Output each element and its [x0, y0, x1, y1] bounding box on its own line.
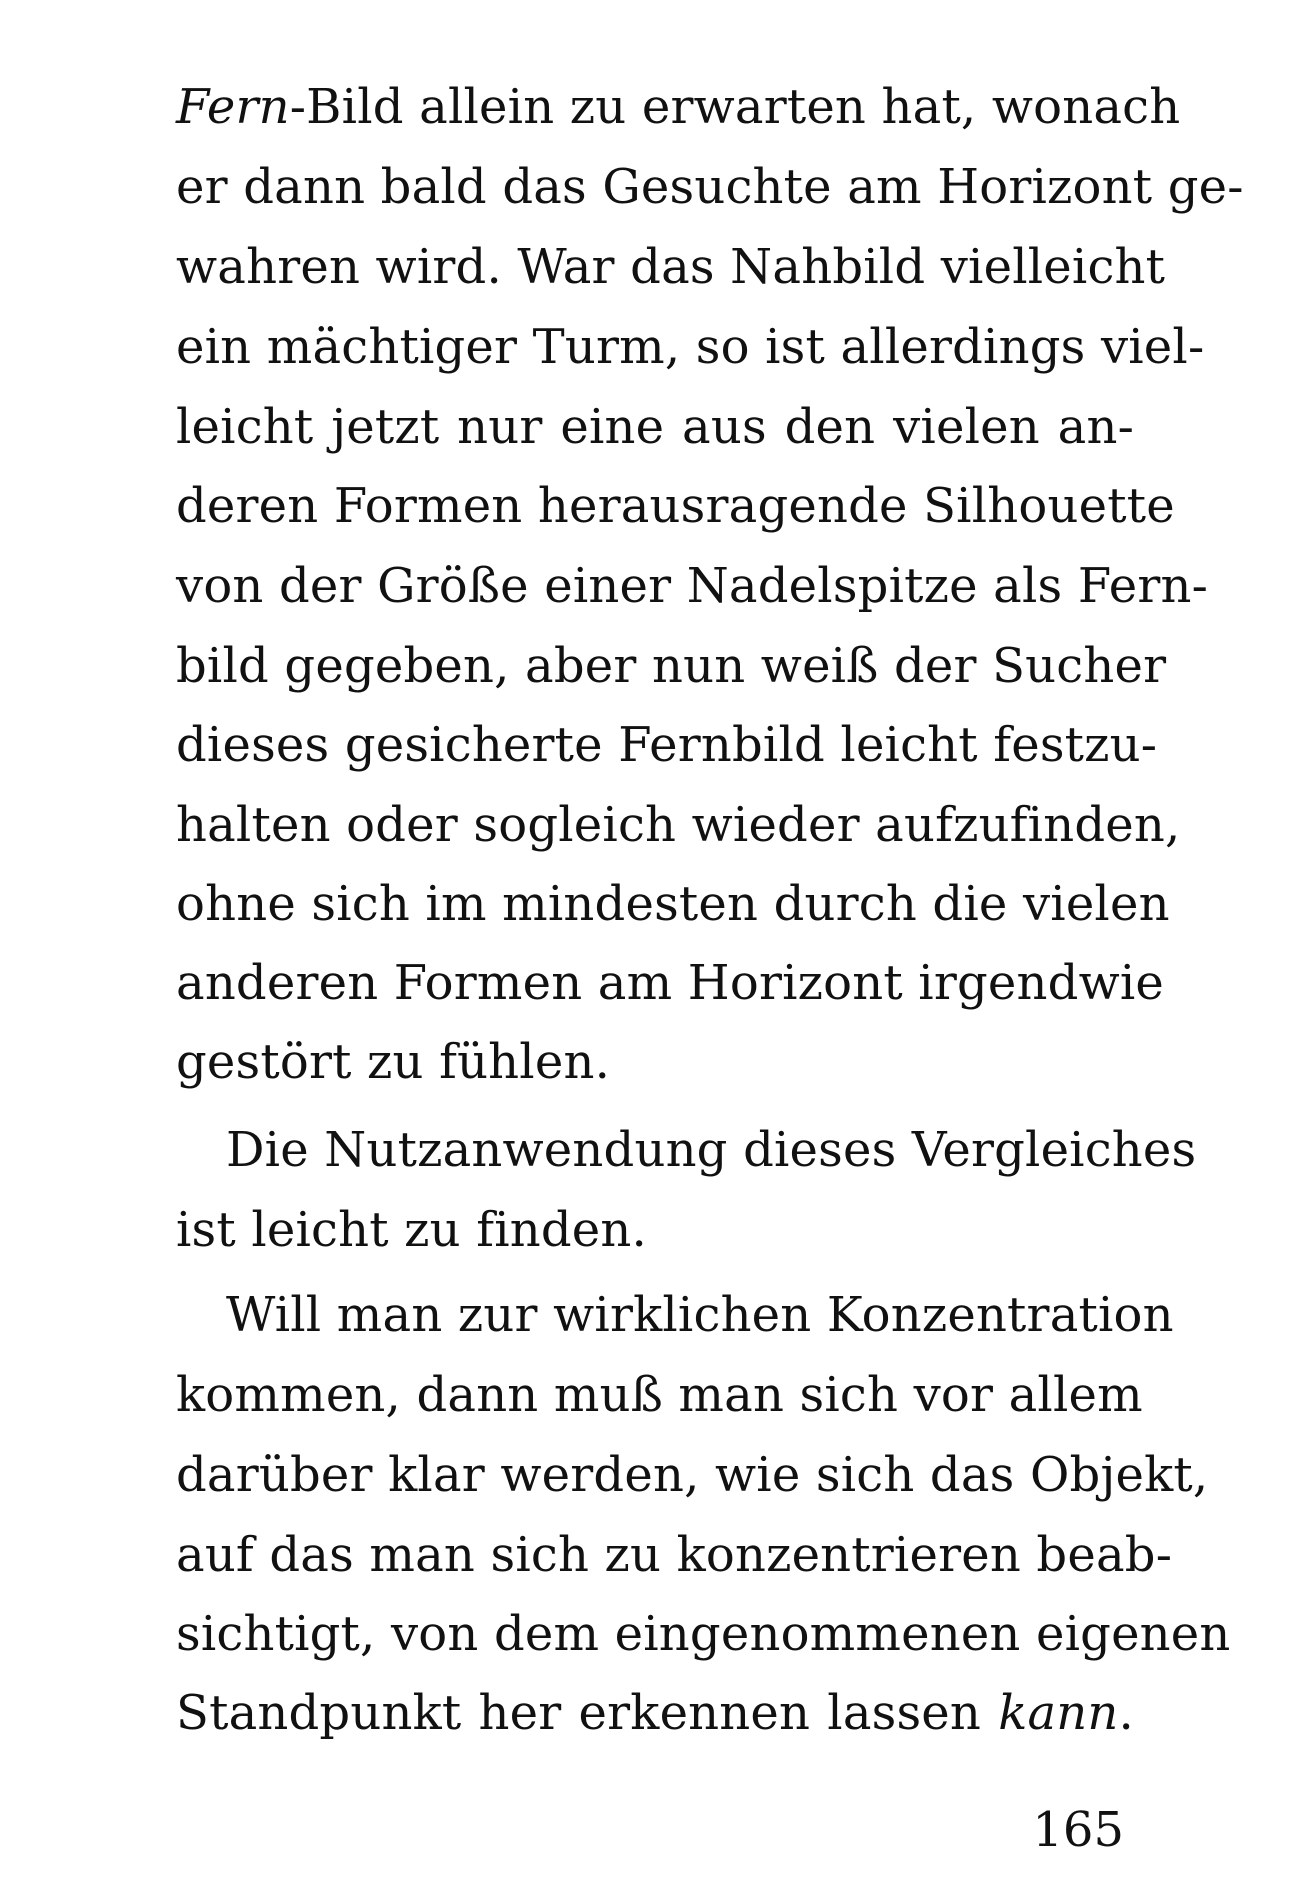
- text-line-14: Die Nutzanwendung dieses Vergleiches: [226, 1122, 1197, 1178]
- text-line-7: von der Größe einer Nadelspitze als Fern-: [176, 558, 1208, 614]
- text-line-6: deren Formen herausragende Silhouette: [176, 478, 1175, 534]
- text-line-11: ohne sich im mindesten durch die vielen: [176, 876, 1170, 932]
- text-line-13: gestört zu fühlen.: [176, 1034, 611, 1090]
- text-line-3: wahren wird. War das Nahbild vielleicht: [176, 239, 1166, 295]
- text-line-8: bild gegeben, aber nun weiß der Sucher: [176, 638, 1167, 694]
- text-line-1: Fern-Bild allein zu erwarten hat, wonach: [176, 79, 1181, 135]
- text-line-16: Will man zur wirklichen Konzentration: [226, 1287, 1174, 1343]
- text-line-19: auf das man sich zu konzentrieren beab-: [176, 1527, 1173, 1583]
- text-line-5: leicht jetzt nur eine aus den vielen an-: [176, 399, 1134, 455]
- text-line-9: dieses gesicherte Fernbild leicht festzu-: [176, 717, 1158, 773]
- page-number: 165: [1032, 1802, 1124, 1858]
- text-line-12: anderen Formen am Horizont irgendwie: [176, 955, 1165, 1011]
- emphasis-fern: Fern: [176, 79, 290, 135]
- text-line-17: kommen, dann muß man sich vor allem: [176, 1367, 1143, 1423]
- text-line-2: er dann bald das Gesuchte am Horizont ge-: [176, 159, 1244, 215]
- text-line-4: ein mächtiger Turm, so ist allerdings viel-: [176, 319, 1205, 375]
- text-line-10: halten oder sogleich wieder aufzufinden,: [176, 797, 1181, 853]
- text-line-21: Standpunkt her erkennen lassen kann.: [176, 1685, 1134, 1741]
- text-line-20: sichtigt, von dem eingenommenen eigenen: [176, 1606, 1231, 1662]
- text-line-18: darüber klar werden, wie sich das Objekt,: [176, 1447, 1209, 1503]
- text-line-15: ist leicht zu finden.: [176, 1202, 647, 1258]
- emphasis-kann: kann: [998, 1685, 1119, 1741]
